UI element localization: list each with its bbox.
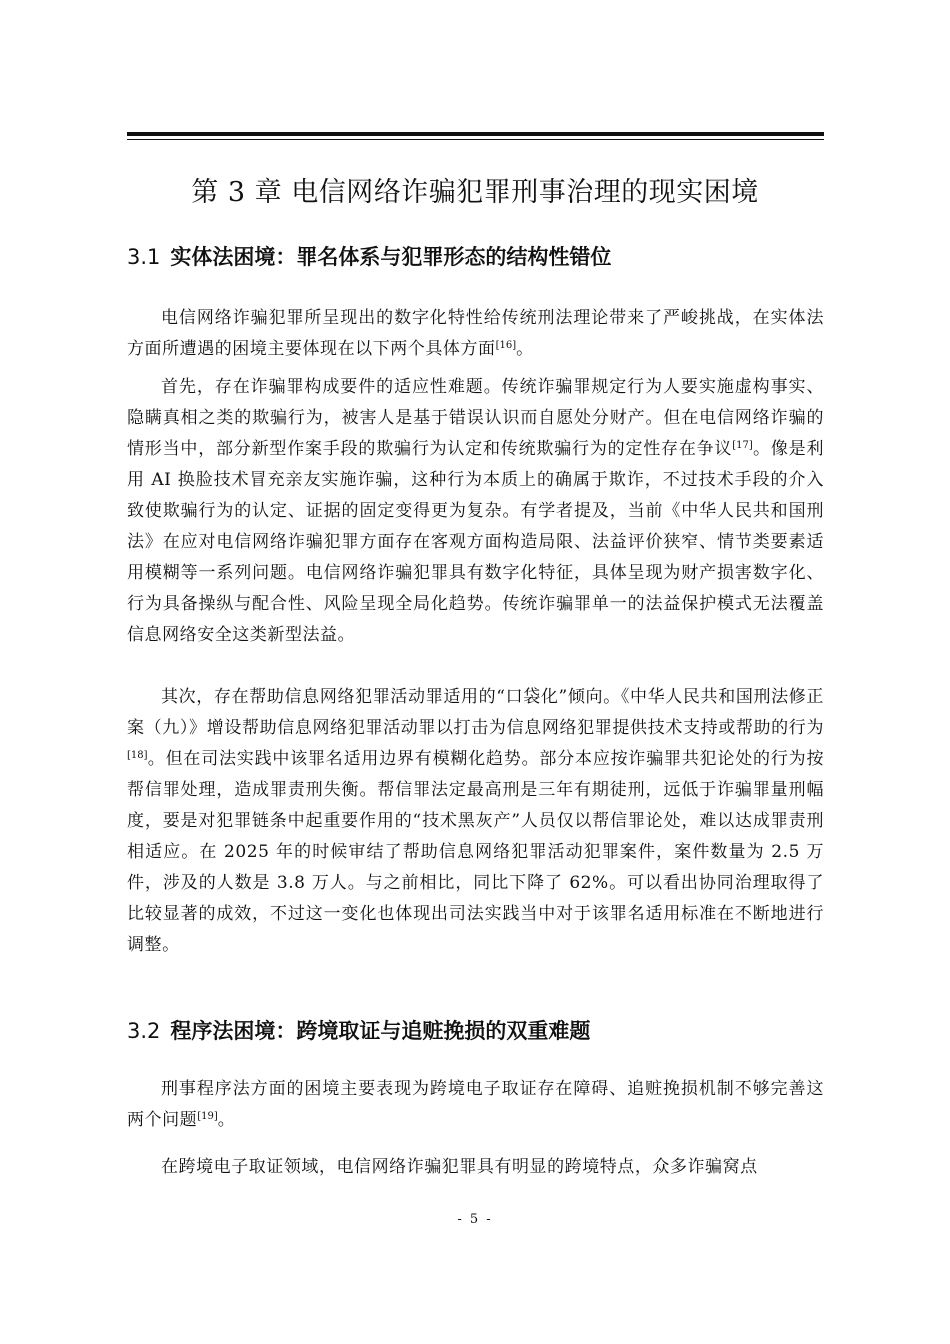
citation-ref[interactable]: [18] (127, 750, 148, 761)
section-title: 实体法困境：罪名体系与犯罪形态的结构性错位 (170, 245, 612, 269)
header-rule-thick (127, 132, 824, 136)
section-heading-3-1 (127, 241, 824, 273)
citation-ref[interactable]: [17] (732, 440, 753, 451)
section-heading-3-2 (127, 1015, 824, 1047)
paragraph: 其次，存在帮助信息网络犯罪活动罪适用的“口袋化”倾向。《中华人民共和国刑法修正案（九）》增设帮助信息网络犯罪活动罪以打击为信息网络犯罪提供技术支持或帮助的行为[18]。但在司法实践中该罪名适用边界有模糊化趋势。部分本应按诈骗罪共犯论处的行为按帮信罪处理，造成罪责刑失衡。帮信罪法定最高刑是三年有期徒刑，远低于诈骗罪量刑幅度，要是对犯罪链条中起重要作用的“技术黑灰产”人员仅以帮信罪论处，难以达成罪责刑相适应。在 2025 年的时候审结了帮助信息网络犯罪活动犯罪案件，案件数量为 2.5 万件，涉及的人数是 3.8 万人。与之前相比，同比下降了 62%。可以看出协同治理取得了比较显著的成效，不过这一变化也体现出司法实践当中对于该罪名适用标准在不断地进行调整。 (127, 687, 824, 955)
header-rule-thin (127, 139, 824, 140)
section-number: 3.1 (127, 245, 161, 269)
paragraph: 在跨境电子取证领域，电信网络诈骗犯罪具有明显的跨境特点，众多诈骗窝点 (161, 1157, 758, 1177)
paragraph: 首先，存在诈骗罪构成要件的适应性难题。传统诈骗罪规定行为人要实施虚构事实、隐瞒真相之类的欺骗行为，被害人是基于错误认识而自愿处分财产。但在电信网络诈骗的情形当中，部分新型作案手段的欺骗行为认定和传统欺骗行为的定性存在争议[17]。像是利用 AI 换脸技术冒充亲友实施诈骗，这种行为本质上的确属于欺诈，不过技术手段的介入致使欺骗行为的认定、证据的固定变得更为复杂。有学者提及，当前《中华人民共和国刑法》在应对电信网络诈骗犯罪方面存在客观方面构造局限、法益评价狭窄、情节类要素适用模糊等一系列问题。电信网络诈骗犯罪具有数字化特征，具体呈现为财产损害数字化、行为具备操纵与配合性、风险呈现全局化趋势。传统诈骗罪单一的法益保护模式无法覆盖信息网络安全这类新型法益。 (127, 377, 825, 645)
section-title: 程序法困境：跨境取证与追赃挽损的双重难题 (170, 1019, 591, 1043)
paragraph: 电信网络诈骗犯罪所呈现出的数字化特性给传统刑法理论带来了严峻挑战，在实体法方面所遭遇的困境主要体现在以下两个具体方面[16]。 (127, 308, 824, 359)
section-number: 3.2 (127, 1019, 161, 1043)
citation-ref[interactable]: [16] (495, 340, 517, 351)
paragraph: 刑事程序法方面的困境主要表现为跨境电子取证存在障碍、追赃挽损机制不够完善这两个问题[19]。 (127, 1079, 824, 1130)
chapter-title: 第 3 章 电信网络诈骗犯罪刑事治理的现实困境 (191, 177, 759, 208)
citation-ref[interactable]: [19] (197, 1111, 218, 1122)
page-number: - 5 - (457, 1212, 493, 1227)
